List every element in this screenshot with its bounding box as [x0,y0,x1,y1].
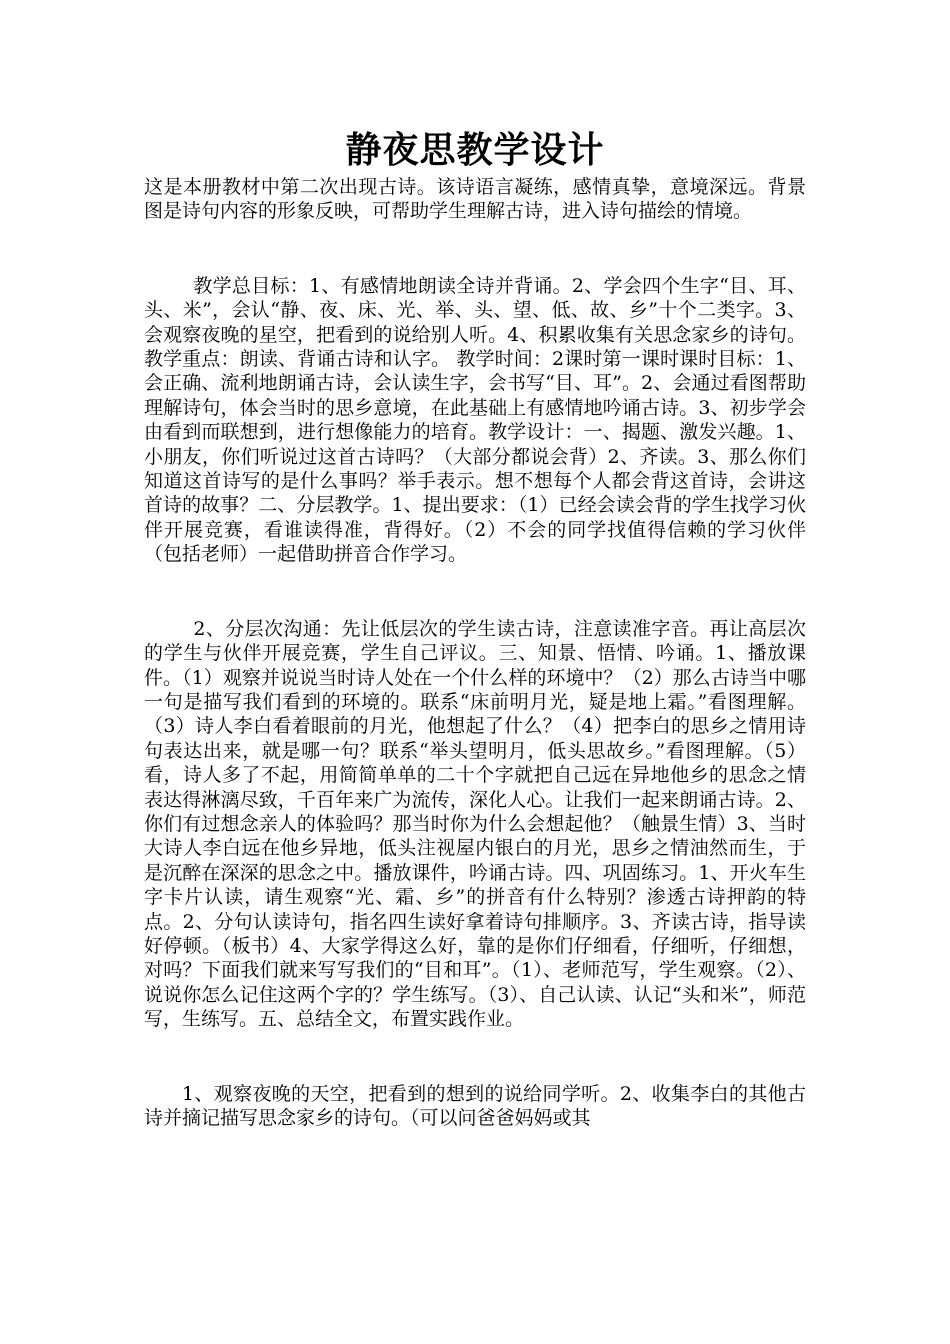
paragraph-gap [144,224,806,274]
document-title: 静夜思教学设计 [345,129,605,171]
homework-paragraph: 1、观察夜晚的天空，把看到的想到的说给同学听。2、收集李白的其他古诗并摘记描写思念家乡的诗句。（可以问爸爸妈妈或其 [144,1082,806,1129]
paragraph-gap [144,567,806,617]
goals-paragraph: 教学总目标：1、有感情地朗读全诗并背诵。2、学会四个生字“目、耳、头、米”，会认“静、夜、床、光、举、头、望、低、故、乡”十个二类字。3、会观察夜晚的星空，把看到的说给别人听。4、积累收集有关思念家乡的诗句。教学重点：朗读、背诵古诗和认字。 教学时间：2课时第一课时课时目标：1、会正确、流利地朗诵古诗，会认读生字，会书写“目、耳”。2、会通过看图帮助理解诗句，体会当时的思乡意境，在此基础上有感情地吟诵古诗。3、初步学会由看到而联想到，进行想像能力的培育。教学设计：一、揭题、激发兴趣。1、小朋友，你们听说过这首古诗吗？（大部分都说会背）2、齐读。3、那么你们知道这首诗写的是什么事吗？举手表示。想不想每个人都会背这首诗，会讲这首诗的故事？二、分层教学。1、提出要求：（1）已经会读会背的学生找学习伙伴开展竞赛，看谁读得准，背得好。（2）不会的同学找值得信赖的学习伙伴（包括老师）一起借助拼音合作学习。 [144,274,806,566]
teaching-process-paragraph: 2、分层次沟通：先让低层次的学生读古诗，注意读准字音。再让高层次的学生与伙伴开展竞赛，学生自己评议。三、知景、悟情、吟诵。1、播放课件。（1）观察并说说当时诗人处在一个什么样的环境中？（2）那么古诗当中哪一句是描写我们看到的环境的。联系“床前明月光，疑是地上霜。”看图理解。（3）诗人李白看着眼前的月光，他想起了什么？（4）把李白的思乡之情用诗句表达出来，就是哪一句？联系“举头望明月，低头思故乡。”看图理解。（5）看，诗人多了不起，用简简单单的二十个字就把自己远在异地他乡的思念之情表达得淋漓尽致，千百年来广为流传，深化人心。让我们一起来朗诵古诗。2、你们有过想念亲人的体验吗？那当时你为什么会想起他？（触景生情）3、当时大诗人李白远在他乡异地，低头注视屋内银白的月光，思乡之情油然而生，于是沉醉在深深的思念之中。播放课件，吟诵古诗。四、巩固练习。1、开火车生字卡片认读，请生观察“光、霜、乡”的拼音有什么特别？渗透古诗押韵的特点。2、分句认读诗句，指名四生读好拿着诗句排顺序。3、齐读古诗，指导读好停顿。（板书）4、大家学得这么好，靠的是你们仔细看，仔细听，仔细想，对吗？下面我们就来写写我们的“目和耳”。（1）、老师范写，学生观察。（2）、说说你怎么记住这两个字的？学生练写。（3）、自己认读、认记“头和米”，师范写，生练写。五、总结全文，布置实践作业。 [144,617,806,1031]
intro-paragraph: 这是本册教材中第二次出现古诗。该诗语言凝练，感情真挚，意境深远。背景图是诗句内容的形象反映，可帮助学生理解古诗，进入诗句描绘的情境。 [144,176,806,223]
paragraph-gap [144,1032,806,1082]
document-body [144,175,806,1130]
